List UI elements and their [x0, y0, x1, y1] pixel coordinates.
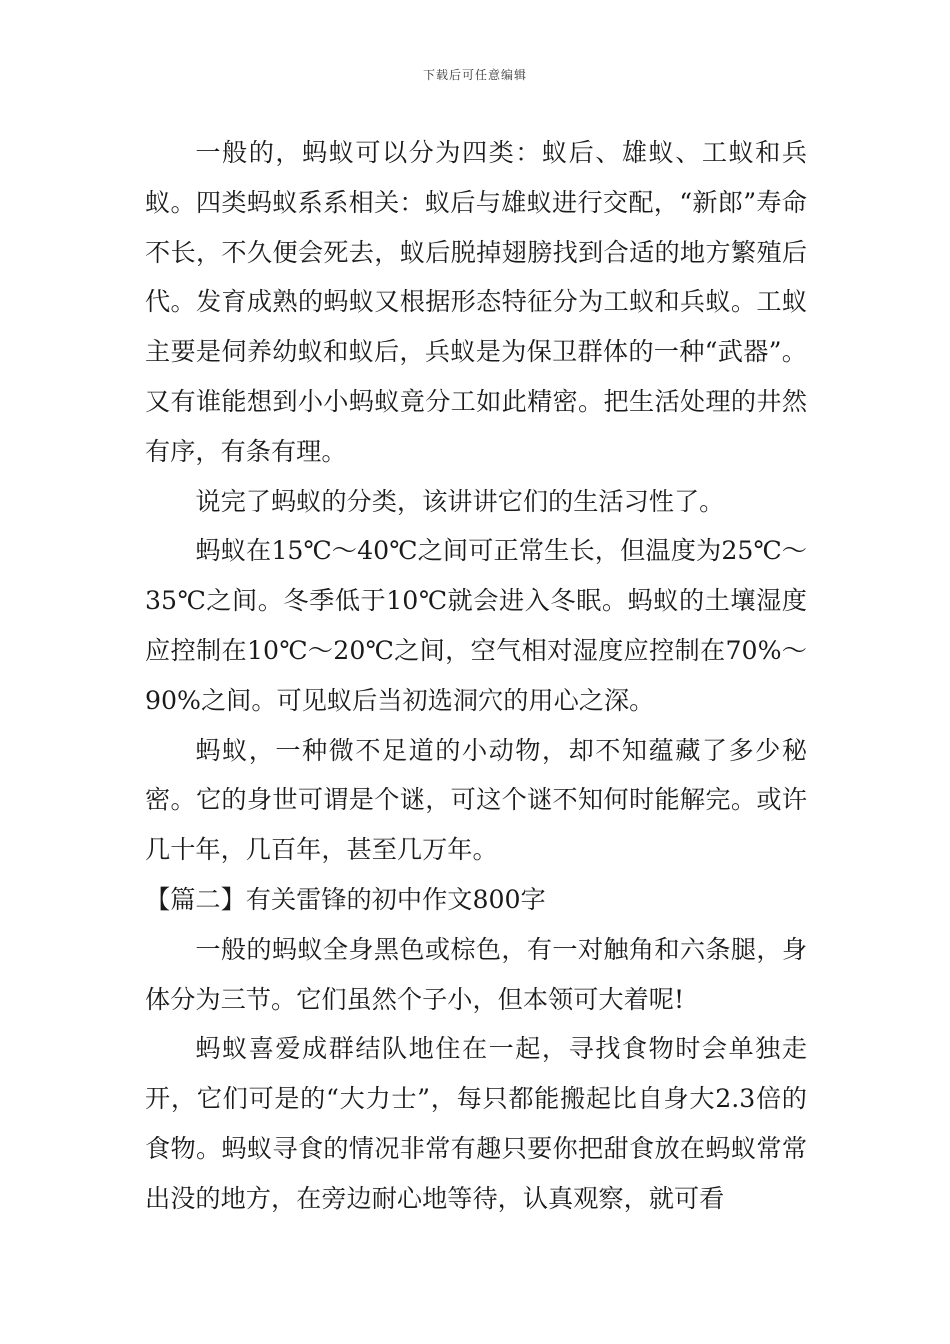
page-header: 下载后可任意编辑 — [422, 68, 527, 82]
paragraph-mystery: 蚂蚁，一种微不足道的小动物，却不知蕴藏了多少秘密。它的身世可谓是个谜，可这个谜不知何时能解完。或许几十年，几百年，甚至几万年。 — [145, 735, 807, 865]
paragraph-ant-food: 蚂蚁喜爱成群结队地住在一起，寻找食物时会单独走开，它们可是的“大力士”，每只都能搬起比自身大2.3倍的食物。蚂蚁寻食的情况非常有趣只要你把甜食放在蚂蚁常常出没的地方，在旁边耐心地等待，认真观察，就可看 — [145, 1034, 807, 1213]
paragraph-temperature: 蚂蚁在15℃～40℃之间可正常生长，但温度为25℃～35℃之间。冬季低于10℃就会进入冬眠。蚂蚁的土壤湿度应控制在10℃～20℃之间，空气相对湿度应控制在70%～90%之间。可见蚁后当初选洞穴的用心之深。 — [145, 536, 807, 715]
document-body — [145, 128, 807, 1224]
paragraph-ant-types: 一般的，蚂蚁可以分为四类：蚁后、雄蚁、工蚁和兵蚁。四类蚂蚁系系相关：蚁后与雄蚁进行交配，“新郎”寿命不长，不久便会死去，蚁后脱掉翅膀找到合适的地方繁殖后代。发育成熟的蚂蚁又根据形态特征分为工蚁和兵蚁。工蚁主要是伺养幼蚁和蚁后，兵蚁是为保卫群体的一种“武器”。又有谁能想到小小蚂蚁竟分工如此精密。把生活处理的井然有序，有条有理。 — [145, 138, 807, 466]
paragraph-transition: 说完了蚂蚁的分类，该讲讲它们的生活习性了。 — [195, 486, 725, 516]
paragraph-ant-body: 一般的蚂蚁全身黑色或棕色，有一对触角和六条腿，身体分为三节。它们虽然个子小，但本领可大着呢! — [145, 934, 807, 1014]
section-heading: 【篇二】有关雷锋的初中作文800字 — [145, 884, 546, 914]
